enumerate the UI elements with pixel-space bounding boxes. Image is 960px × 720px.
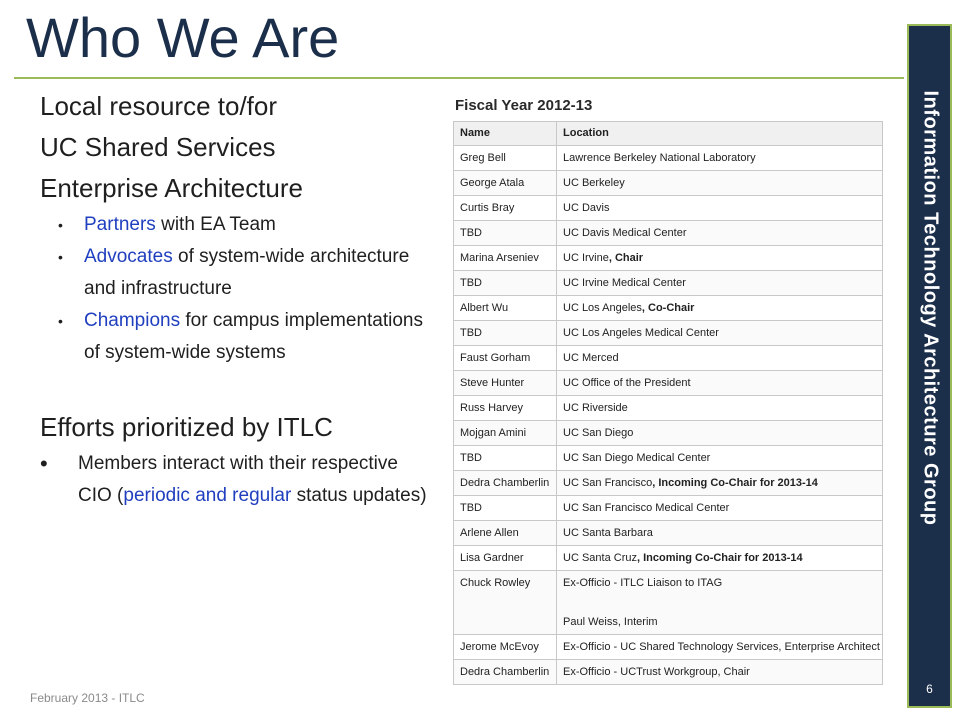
member-location	[557, 346, 883, 371]
member-location	[557, 471, 883, 496]
table-row	[454, 660, 883, 685]
location-text: UC Riverside	[563, 402, 628, 414]
page-number: 6	[926, 682, 933, 696]
member-name: TBD	[454, 496, 557, 521]
location-text: UC San Diego Medical Center	[563, 452, 711, 464]
member-name: George Atala	[454, 171, 557, 196]
table-row	[454, 271, 883, 296]
member-name: Lisa Gardner	[454, 546, 557, 571]
member-name: Dedra Chamberlin	[454, 471, 557, 496]
left-content	[40, 86, 430, 512]
bullet-text: with EA Team	[155, 214, 276, 235]
table-row	[454, 396, 883, 421]
member-location	[557, 571, 883, 635]
column-header-location: Location	[557, 122, 883, 146]
title-underline	[14, 77, 904, 79]
member-location	[557, 221, 883, 246]
member-name: TBD	[454, 221, 557, 246]
member-location	[557, 496, 883, 521]
location-text: UC Office of the President	[563, 377, 691, 389]
table-row	[454, 421, 883, 446]
bullet-lead: Advocates	[84, 246, 173, 267]
location-text: UC San Francisco	[563, 477, 653, 489]
role-text: , Incoming Co-Chair for 2013-14	[636, 552, 803, 564]
role-text: , Chair	[608, 252, 644, 264]
table-row	[454, 146, 883, 171]
bullet-text-end: status updates)	[291, 485, 427, 506]
member-location	[557, 371, 883, 396]
location-text: UC Santa Cruz	[563, 552, 637, 564]
bullet-text: of system-wide architecture and infrastructure	[84, 246, 410, 299]
location-text: Ex-Officio - ITLC Liaison to ITAG	[563, 577, 723, 589]
table-row	[454, 246, 883, 271]
location-text: UC Berkeley	[563, 177, 625, 189]
location-text: Ex-Officio - UC Shared Technology Services, Enterprise Architect	[563, 641, 880, 653]
bullet-lead: Champions	[84, 310, 181, 331]
list-item	[40, 209, 430, 241]
heading-local-resource: Local resource to/for	[40, 91, 278, 121]
table-row	[454, 446, 883, 471]
role-text: , Co-Chair	[641, 302, 695, 314]
member-name: Russ Harvey	[454, 396, 557, 421]
bullet-text: Members interact with their respective CIO (	[78, 453, 398, 506]
table-row	[454, 196, 883, 221]
table-row	[454, 471, 883, 496]
member-location	[557, 421, 883, 446]
heading-enterprise-architecture: Enterprise Architecture	[40, 173, 304, 203]
footer-text: February 2013 - ITLC	[30, 691, 145, 705]
heading-shared-services: UC Shared Services	[40, 132, 276, 162]
member-location	[557, 660, 883, 685]
location-text: UC Davis	[563, 202, 610, 214]
location-text: UC Los Angeles Medical Center	[563, 327, 719, 339]
member-location	[557, 321, 883, 346]
member-location	[557, 171, 883, 196]
table-body	[454, 146, 883, 685]
location-text: Ex-Officio - UCTrust Workgroup, Chair	[563, 666, 750, 678]
member-name: Jerome McEvoy	[454, 635, 557, 660]
table-row	[454, 635, 883, 660]
member-location	[557, 521, 883, 546]
table-row	[454, 346, 883, 371]
column-header-name: Name	[454, 122, 557, 146]
member-name: Faust Gorham	[454, 346, 557, 371]
member-name: TBD	[454, 271, 557, 296]
table-row	[454, 221, 883, 246]
location-text: UC San Francisco Medical Center	[563, 502, 730, 514]
member-name: TBD	[454, 321, 557, 346]
location-text: UC San Diego	[563, 427, 634, 439]
member-name: Arlene Allen	[454, 521, 557, 546]
location-text: UC Davis Medical Center	[563, 227, 687, 239]
efforts-bullet-list	[40, 448, 430, 512]
list-item	[40, 241, 430, 305]
bullet-highlight: periodic and regular	[123, 485, 292, 506]
location-text: UC Los Angeles	[563, 302, 642, 314]
location-text: UC Santa Barbara	[563, 527, 653, 539]
sidebar-banner	[907, 24, 952, 708]
member-name: Steve Hunter	[454, 371, 557, 396]
table-row	[454, 371, 883, 396]
ea-bullet-list	[40, 209, 430, 369]
table-row	[454, 321, 883, 346]
member-location	[557, 635, 883, 660]
page-title: Who We Are	[26, 6, 340, 69]
member-location	[557, 396, 883, 421]
member-name: TBD	[454, 446, 557, 471]
location-text-secondary: Paul Weiss, Interim	[563, 616, 658, 628]
table-row	[454, 571, 883, 635]
member-name: Chuck Rowley	[454, 571, 557, 635]
member-location	[557, 296, 883, 321]
heading-efforts: Efforts prioritized by ITLC	[40, 412, 333, 442]
member-name: Dedra Chamberlin	[454, 660, 557, 685]
table-row	[454, 521, 883, 546]
table-row	[454, 546, 883, 571]
table-header-row	[454, 122, 883, 146]
member-name: Marina Arseniev	[454, 246, 557, 271]
table-caption: Fiscal Year 2012-13	[455, 97, 593, 114]
member-location	[557, 246, 883, 271]
member-name: Mojgan Amini	[454, 421, 557, 446]
member-location	[557, 146, 883, 171]
role-text: , Incoming Co-Chair for 2013-14	[652, 477, 818, 489]
bullet-text: for campus implementations of system-wide systems	[84, 310, 423, 363]
location-text: UC Irvine Medical Center	[563, 277, 686, 289]
member-name: Greg Bell	[454, 146, 557, 171]
location-text: UC Merced	[563, 352, 619, 364]
member-location	[557, 446, 883, 471]
table-row	[454, 171, 883, 196]
member-location	[557, 271, 883, 296]
member-name: Albert Wu	[454, 296, 557, 321]
table-row	[454, 496, 883, 521]
bullet-lead: Partners	[84, 214, 156, 235]
member-location	[557, 196, 883, 221]
members-table	[453, 121, 883, 685]
sidebar-label: Information Technology Architecture Group	[919, 90, 941, 526]
list-item	[40, 448, 430, 512]
member-location	[557, 546, 883, 571]
location-text: Lawrence Berkeley National Laboratory	[563, 152, 756, 164]
location-text: UC Irvine	[563, 252, 609, 264]
table-row	[454, 296, 883, 321]
list-item	[40, 305, 430, 369]
member-name: Curtis Bray	[454, 196, 557, 221]
